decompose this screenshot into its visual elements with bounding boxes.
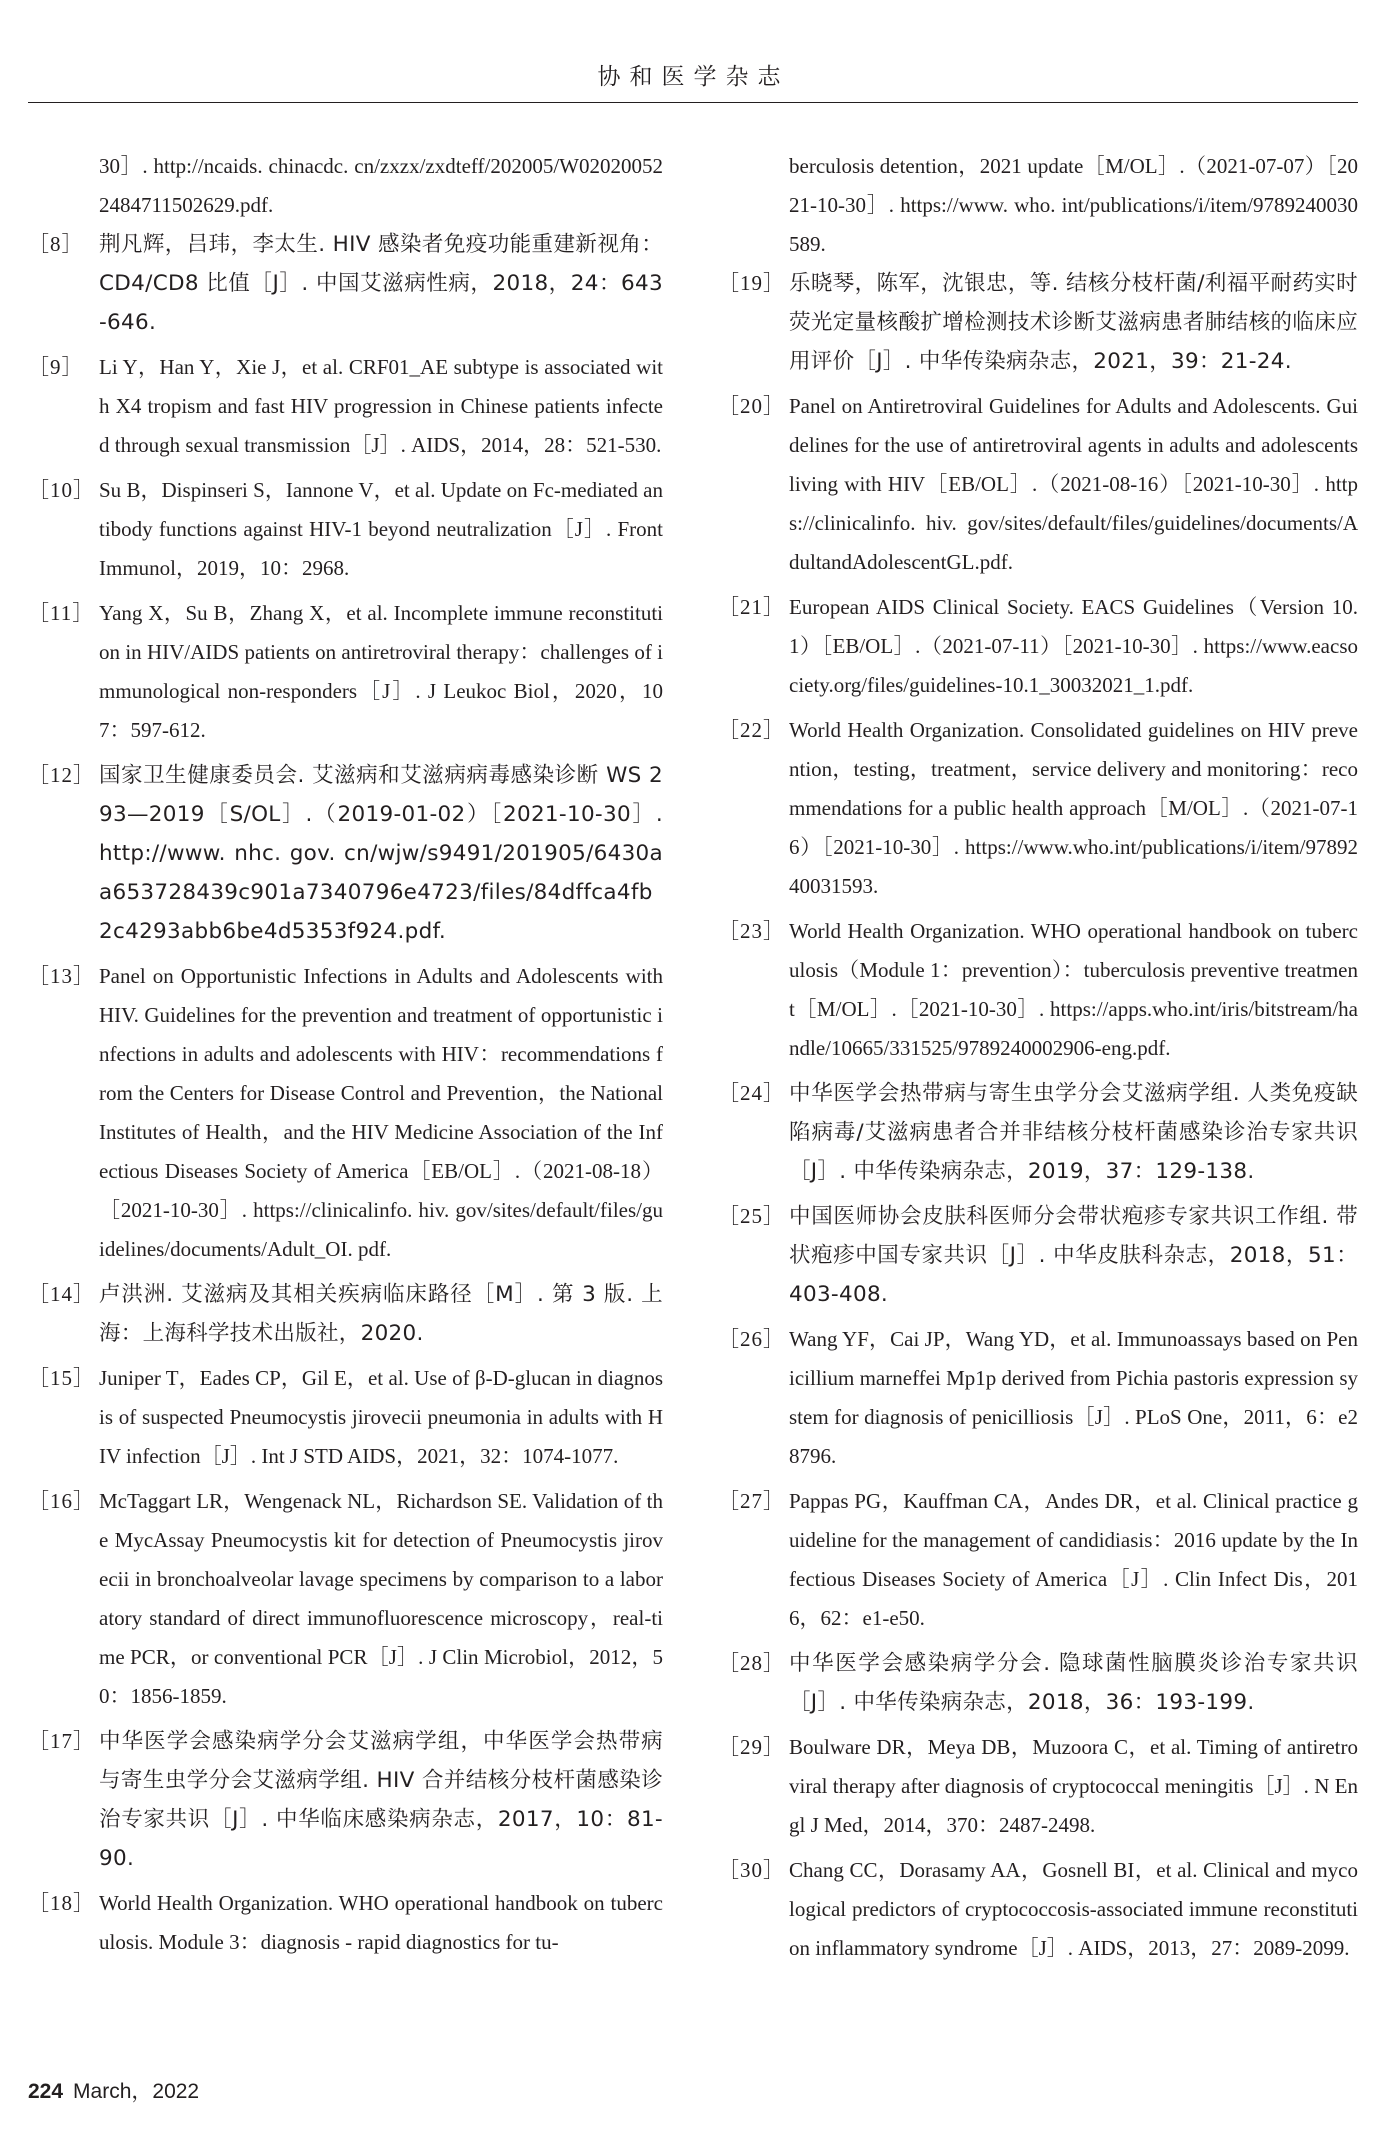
reference-item: [718, 711, 1358, 906]
reference-number: ［18］: [28, 1891, 95, 1915]
reference-text: Chang CC，Dorasamy AA，Gosnell BI，et al. Clinical and mycological predictors of cryptococcosis-associated immune reconstitution inflammatory syndrome［J］. AIDS，2013，27：2089-2099.: [789, 1858, 1358, 1960]
reference-text: Juniper T，Eades CP，Gil E，et al. Use of β-D-glucan in diagnosis of suspected Pneumocystis jirovecii pneumonia in adults with HIV infection［J］. Int J STD AIDS，2021，32：1074-1077.: [99, 1366, 663, 1468]
reference-continuation: [718, 147, 1358, 264]
reference-text: 卢洪洲. 艾滋病及其相关疾病临床路径［M］. 第 3 版. 上海：上海科学技术出版社，2020.: [99, 1282, 663, 1346]
reference-item: [28, 1722, 663, 1878]
reference-text: Su B，Dispinseri S，Iannone V，et al. Update on Fc-mediated antibody functions against HIV-1 beyond neutralization［J］. Front Immunol，2019，10：2968.: [99, 478, 663, 580]
reference-text: World Health Organization. WHO operational handbook on tuberculosis. Module 3：diagnosis - rapid diagnostics for tu-: [99, 1891, 663, 1954]
reference-item: [718, 1074, 1358, 1191]
reference-text: Pappas PG，Kauffman CA，Andes DR，et al. Clinical practice guideline for the management of candidiasis：2016 update by the Infectious Diseases Society of America［J］. Clin Infect Dis，2016，62：e1-e50.: [789, 1489, 1358, 1630]
reference-number: ［11］: [28, 601, 95, 625]
reference-text: berculosis detention，2021 update［M/OL］.（2021-07-07）［2021-10-30］. https://www. who. int/publications/i/item/9789240030589.: [789, 154, 1358, 256]
issue-date: March，2022: [73, 2080, 200, 2103]
reference-text: 中华医学会感染病学分会艾滋病学组，中华医学会热带病与寄生虫学分会艾滋病学组. HIV 合并结核分枝杆菌感染诊治专家共识［J］. 中华临床感染病杂志，2017，10：81-90.: [99, 1729, 663, 1871]
reference-text: 乐晓琴，陈军，沈银忠，等. 结核分枝杆菌/利福平耐药实时荧光定量核酸扩增检测技术诊断艾滋病患者肺结核的临床应用评价［J］. 中华传染病杂志，2021，39：21-24.: [789, 271, 1358, 374]
reference-text: 中华医学会热带病与寄生虫学分会艾滋病学组. 人类免疫缺陷病毒/艾滋病患者合并非结核分枝杆菌感染诊治专家共识［J］. 中华传染病杂志，2019，37：129-138.: [789, 1081, 1358, 1184]
reference-number: ［13］: [28, 964, 95, 988]
reference-item: [718, 1728, 1358, 1845]
reference-number: ［17］: [28, 1729, 95, 1753]
left-reference-list: [28, 225, 663, 1962]
reference-text: World Health Organization. WHO operational handbook on tuberculosis（Module 1：prevention）：tuberculosis preventive treatment［M/OL］.［2021-10-30］. https://apps.who.int/iris/bitstream/handle/10665/331525/9789240002906-eng.pdf.: [789, 919, 1358, 1060]
reference-number: ［26］: [718, 1327, 785, 1351]
reference-number: ［9］: [28, 355, 84, 379]
reference-item: [28, 471, 663, 588]
right-reference-list: [718, 264, 1358, 1968]
reference-item: [28, 1275, 663, 1353]
reference-number: ［12］: [28, 763, 95, 787]
reference-text: 中国医师协会皮肤科医师分会带状疱疹专家共识工作组. 带状疱疹中国专家共识［J］. 中华皮肤科杂志，2018，51：403-408.: [789, 1204, 1358, 1307]
reference-number: ［23］: [718, 919, 785, 943]
reference-number: ［14］: [28, 1282, 95, 1306]
reference-text: Li Y，Han Y，Xie J，et al. CRF01_AE subtype is associated with X4 tropism and fast HIV progression in Chinese patients infected through sexual transmission［J］. AIDS，2014，28：521-530.: [99, 355, 663, 457]
reference-item: [718, 1644, 1358, 1722]
reference-number: ［29］: [718, 1735, 785, 1759]
reference-number: ［30］: [718, 1858, 785, 1882]
reference-number: ［21］: [718, 595, 785, 619]
reference-text: 荆凡辉，吕玮，李太生. HIV 感染者免疫功能重建新视角：CD4/CD8 比值［J］. 中国艾滋病性病，2018，24：643-646.: [99, 232, 663, 335]
reference-item: [28, 225, 663, 342]
reference-text: 中华医学会感染病学分会. 隐球菌性脑膜炎诊治专家共识［J］. 中华传染病杂志，2018，36：193-199.: [789, 1651, 1358, 1715]
reference-number: ［19］: [718, 271, 785, 295]
reference-item: [718, 1851, 1358, 1968]
reference-number: ［25］: [718, 1204, 785, 1228]
reference-number: ［22］: [718, 718, 785, 742]
running-head-journal-title: 协和医学杂志: [597, 64, 790, 90]
left-column: [28, 147, 663, 1968]
reference-text: Yang X，Su B，Zhang X，et al. Incomplete immune reconstitution in HIV/AIDS patients on antiretroviral therapy：challenges of immunological non-responders［J］. J Leukoc Biol，2020，107：597-612.: [99, 601, 663, 742]
reference-number: ［16］: [28, 1489, 95, 1513]
reference-text: Panel on Antiretroviral Guidelines for Adults and Adolescents. Guidelines for the use of antiretroviral agents in adults and adolescents living with HIV［EB/OL］.（2021-08-16）［2021-10-30］. https://clinicalinfo. hiv. gov/sites/default/files/guidelines/documents/AdultandAdolescentGL.pdf.: [789, 394, 1358, 574]
reference-item: [718, 1197, 1358, 1314]
reference-item: [718, 264, 1358, 381]
reference-text: Boulware DR，Meya DB，Muzoora C，et al. Timing of antiretroviral therapy after diagnosis of cryptococcal meningitis［J］. N Engl J Med，2014，370：2487-2498.: [789, 1735, 1358, 1837]
reference-item: [28, 1482, 663, 1716]
reference-item: [28, 594, 663, 750]
reference-item: [718, 387, 1358, 582]
reference-number: ［28］: [718, 1651, 785, 1675]
page-footer: [28, 2075, 199, 2105]
reference-item: [28, 348, 663, 465]
reference-text: McTaggart LR，Wengenack NL，Richardson SE. Validation of the MycAssay Pneumocystis kit for detection of Pneumocystis jirovecii in bronchoalveolar lavage specimens by comparison to a laboratory standard of direct immunofluorescence microscopy，real-time PCR，or conventional PCR［J］. J Clin Microbiol，2012，50：1856-1859.: [99, 1489, 663, 1708]
reference-continuation: [28, 147, 663, 225]
reference-item: [718, 912, 1358, 1068]
reference-item: [28, 756, 663, 951]
reference-item: [28, 1884, 663, 1962]
reference-item: [28, 957, 663, 1269]
reference-text: European AIDS Clinical Society. EACS Guidelines（Version 10. 1）［EB/OL］.（2021-07-11）［2021-10-30］. https://www.eacsociety.org/files/guidelines-10.1_30032021_1.pdf.: [789, 595, 1358, 697]
reference-item: [718, 1482, 1358, 1638]
header-rule: [28, 102, 1358, 103]
reference-number: ［24］: [718, 1081, 785, 1105]
reference-text: World Health Organization. Consolidated guidelines on HIV prevention，testing，treatment，service delivery and monitoring：recommendations for a public health approach［M/OL］.（2021-07-16）［2021-10-30］. https://www.who.int/publications/i/item/9789240031593.: [789, 718, 1358, 898]
reference-number: ［15］: [28, 1366, 95, 1390]
page-number: 224: [28, 2080, 64, 2103]
reference-number: ［20］: [718, 394, 785, 418]
reference-number: ［27］: [718, 1489, 785, 1513]
reference-text: 国家卫生健康委员会. 艾滋病和艾滋病病毒感染诊断 WS 293—2019［S/OL］.（2019-01-02）［2021-10-30］. http://www. nhc. gov. cn/wjw/s9491/201905/6430aa653728439c901a7340796e4723/files/84dffca4fb2c4293abb6be4d5353f924.pdf.: [99, 763, 663, 944]
reference-text: Panel on Opportunistic Infections in Adults and Adolescents with HIV. Guidelines for the prevention and treatment of opportunistic infections in adults and adolescents with HIV：recommendations from the Centers for Disease Control and Prevention，the National Institutes of Health，and the HIV Medicine Association of the Infectious Diseases Society of America［EB/OL］.（2021-08-18）［2021-10-30］. https://clinicalinfo. hiv. gov/sites/default/files/guidelines/documents/Adult_OI. pdf.: [99, 964, 663, 1261]
reference-number: ［8］: [28, 232, 84, 256]
reference-text: Wang YF，Cai JP，Wang YD，et al. Immunoassays based on Penicillium marneffei Mp1p derived from Pichia pastoris expression system for diagnosis of penicilliosis［J］. PLoS One，2011，6：e28796.: [789, 1327, 1358, 1468]
reference-item: [718, 588, 1358, 705]
reference-item: [718, 1320, 1358, 1476]
reference-item: [28, 1359, 663, 1476]
right-column: [718, 147, 1358, 1974]
reference-number: ［10］: [28, 478, 95, 502]
reference-text: 30］. http://ncaids. chinacdc. cn/zxzx/zxdteff/202005/W020200522484711502629.pdf.: [99, 154, 663, 217]
